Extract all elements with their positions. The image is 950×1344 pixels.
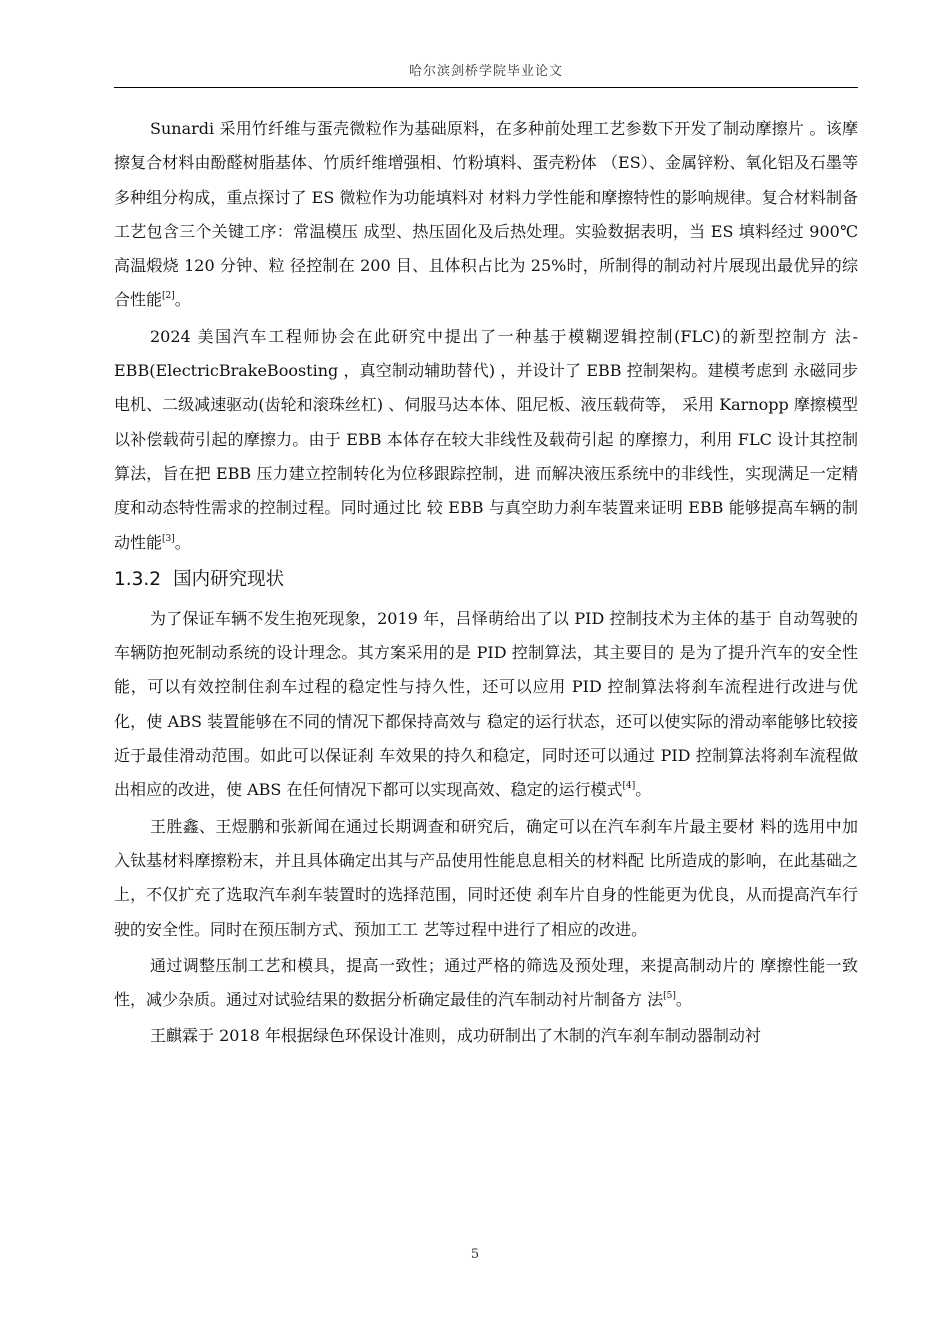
paragraph-wooden-lining: 王麒霖于 2018 年根据绿色环保设计准则，成功研制出了木制的汽车刹车制动器制动衬: [150, 1026, 761, 1046]
section-title: 国内研究现状: [173, 568, 285, 590]
citation-ref[interactable]: [5]: [663, 991, 676, 1002]
running-header: 哈尔滨剑桥学院毕业论文: [114, 60, 858, 88]
page-number: 5: [470, 1247, 480, 1262]
citation-ref[interactable]: [3]: [162, 533, 175, 544]
section-number: 1.3.2: [114, 568, 162, 590]
paragraph-titanium-friction: 王胜鑫、王煜鹏和张新闻在通过长期调查和研究后，确定可以在汽车刹车片最主要材 料的选用中加入钛基材料摩擦粉末，并且具体确定出其与产品使用性能息息相关的材料配 比所造成的影响，在此基础之上，不仅扩充了选取汽车刹车装置时的选择范围，同时还使 刹车片自身的性能更为优良，从而提高汽车行驶的安全性。同时在预压制方式、预加工工 艺等过程中进行了相应的改进。: [114, 816, 858, 939]
section-heading: [114, 564, 858, 596]
body-text: [114, 112, 858, 1056]
citation-ref[interactable]: [4]: [622, 781, 636, 792]
paragraph-pid-abs: 为了保证车辆不发生抱死现象，2019 年，吕怿萌给出了以 PID 控制技术为主体的基于 自动驾驶的车辆防抱死制动系统的设计理念。其方案采用的是 PID 控制算法，其主要目的 是为了提升汽车的安全性能，可以有效控制住刹车过程的稳定性与持久性，还可以应用 PID 控制算法将刹车流程进行改进与优化，使 ABS 装置能够在不同的情况下都保持高效与 稳定的运行状态，还可以使实际的滑动率能够比较接近于最佳滑动范围。如此可以保证刹 车效果的持久和稳定，同时还可以通过 PID 控制算法将刹车流程做出相应的改进，使 ABS 在任何情况下都可以实现高效、稳定的运行模式[4]。: [114, 608, 858, 800]
paragraph-sae-ebb: 2024 美国汽车工程师协会在此研究中提出了一种基于模糊逻辑控制(FLC)的新型控制方 法-EBB(ElectricBrakeBoosting ，真空制动辅助替代) ，并设计了 EBB 控制架构。建模考虑到 永磁同步电机、二级减速驱动(齿轮和滚珠丝杠) 、伺服马达本体、阻尼板、液压载荷等， 采用 Karnopp 摩擦模型以补偿载荷引起的摩擦力。由于 EBB 本体存在较大非线性及载荷引起 的摩擦力，利用 FLC 设计其控制算法，旨在把 EBB 压力建立控制转化为位移跟踪控制，进 而解决液压系统中的非线性，实现满足一定精度和动态特性需求的控制过程。同时通过比 较 EBB 与真空助力刹车装置来证明 EBB 能够提高车辆的制动性能[3]。: [114, 326, 858, 552]
paragraph-pressing-process: 通过调整压制工艺和模具，提高一致性；通过严格的筛选及预处理，来提高制动片的 摩擦性能一致性，减少杂质。通过对试验结果的数据分析确定最佳的汽车制动衬片制备方 法[5]。: [114, 955, 858, 1010]
paragraph-sunardi: Sunardi 采用竹纤维与蛋壳微粒作为基础原料，在多种前处理工艺参数下开发了制动摩擦片 。该摩擦复合材料由酚醛树脂基体、竹质纤维增强相、竹粉填料、蛋壳粉体 （ES）、金属锌粉、氧化铝及石墨等多种组分构成，重点探讨了 ES 微粒作为功能填料对 材料力学性能和摩擦特性的影响规律。复合材料制备工艺包含三个关键工序：常温模压 成型、热压固化及后热处理。实验数据表明，当 ES 填料经过 900℃高温煅烧 120 分钟、粒 径控制在 200 目、且体积占比为 25%时，所制得的制动衬片展现出最优异的综合性能[2]。: [114, 119, 858, 310]
citation-ref[interactable]: [2]: [162, 291, 175, 302]
